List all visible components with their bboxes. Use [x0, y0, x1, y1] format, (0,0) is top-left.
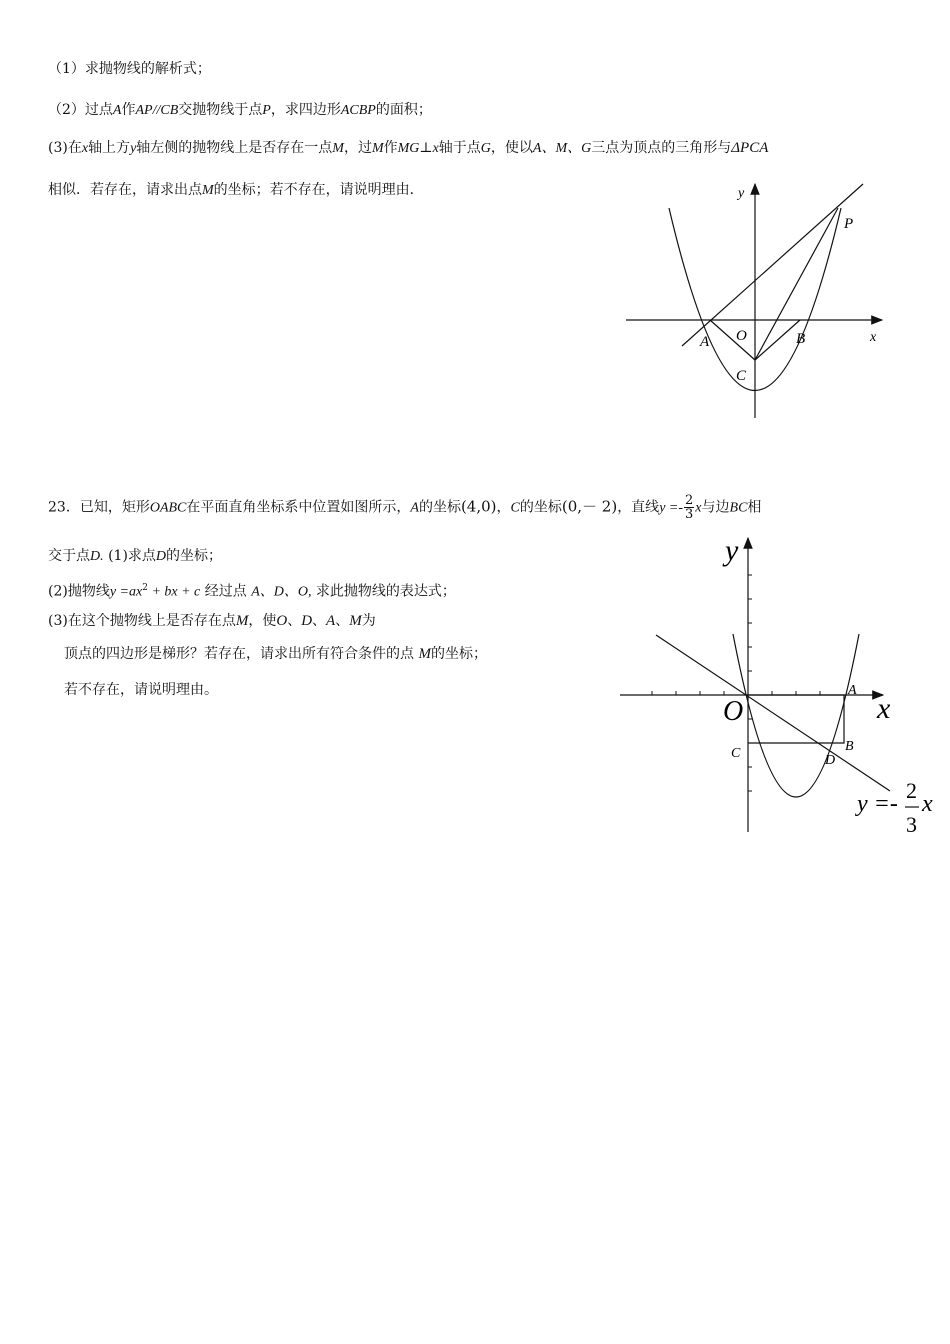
- label-B: B: [845, 739, 854, 754]
- math-P: P: [262, 103, 271, 118]
- frac-num: 2: [685, 493, 694, 508]
- p22-figure: [620, 178, 890, 423]
- label-x: x: [870, 330, 877, 345]
- math-D: D: [301, 613, 313, 629]
- label-A: A: [700, 334, 710, 350]
- text: 若不存在，请说明理由。: [64, 682, 218, 698]
- math-M: M: [371, 141, 384, 156]
- label-A: A: [848, 683, 857, 698]
- coord-C: (0,－ 2): [561, 497, 618, 516]
- p23-line-6: [64, 680, 218, 700]
- text: (2)抛物线: [48, 583, 110, 600]
- p23-line-3: [48, 578, 456, 603]
- label-C: C: [736, 368, 747, 384]
- p22-question-1: [48, 59, 211, 79]
- text: （2）过点: [48, 102, 113, 118]
- math-CB: CB: [160, 103, 179, 118]
- math-y: y: [130, 141, 137, 156]
- label-O: O: [736, 328, 747, 344]
- p23-line-2: [48, 546, 222, 567]
- p23-figure: [615, 530, 940, 840]
- text: ，使以: [490, 140, 533, 156]
- label-D: D: [825, 753, 836, 768]
- eq-label-den: 3: [906, 812, 917, 837]
- math-O: O: [276, 613, 288, 629]
- math-x: x: [695, 500, 702, 516]
- text: ，: [496, 499, 511, 516]
- text: 的坐标；: [166, 548, 223, 564]
- text: 顶点的四边形是梯形？若存在，请求出所有符合条件的点: [64, 646, 414, 662]
- math-AMG: A、M、G: [532, 141, 592, 156]
- math-points: A、D、O,: [251, 584, 312, 600]
- text: (3)在: [48, 140, 82, 156]
- text: 交于点: [48, 548, 90, 564]
- text: ，过: [343, 140, 372, 156]
- math-C: C: [510, 500, 520, 516]
- text: 在平面直角坐标系中位置如图所示，: [186, 499, 411, 516]
- text: 的坐标: [418, 499, 461, 516]
- frac-den: 3: [685, 507, 694, 522]
- text: 三点为顶点的三角形与: [591, 140, 732, 156]
- eq-label-lhs: y =-: [857, 791, 898, 817]
- text: 作: [121, 102, 136, 118]
- text: ，直线: [617, 499, 660, 516]
- text: (3)在这个抛物线上是否存在点: [48, 613, 236, 629]
- text: 交抛物线于点: [178, 102, 263, 118]
- parabola-curve: [733, 634, 859, 797]
- math-A: A: [326, 613, 336, 629]
- text: 为: [361, 613, 376, 629]
- text: 相似．若存在，请求出点: [48, 182, 202, 198]
- text: 的坐标；若不存在，请说明理由．: [213, 182, 424, 198]
- math-D: D: [155, 549, 167, 564]
- eq-label-num: 2: [906, 778, 917, 803]
- fraction-two-thirds: [684, 494, 694, 521]
- text: 轴上方: [88, 140, 131, 156]
- math-M: M: [332, 141, 344, 156]
- text: 轴左侧的抛物线上是否存在一点: [136, 140, 333, 156]
- label-y: y: [725, 534, 739, 567]
- math-BC: BC: [729, 500, 748, 516]
- p22-question-2: [48, 100, 432, 121]
- math-ACBP: ACBP: [340, 103, 376, 118]
- text: 23．已知，矩形: [48, 499, 150, 516]
- eq-label-x: x: [922, 791, 933, 817]
- label-P: P: [844, 216, 854, 232]
- text: (1)求点: [108, 548, 156, 564]
- eq-ax: y =ax: [109, 584, 143, 600]
- coord-A: (4,0): [460, 497, 497, 516]
- text: 相: [747, 499, 762, 516]
- text: 、: [312, 613, 327, 629]
- text: 与边: [701, 499, 730, 516]
- text: 的面积；: [375, 102, 432, 118]
- math-D: D.: [90, 549, 104, 564]
- math-triangle-PCA: ΔPCA: [731, 140, 769, 156]
- label-C: C: [731, 746, 741, 761]
- label-B: B: [796, 331, 806, 347]
- p23-line-1: [48, 494, 761, 521]
- math-A: A: [410, 500, 419, 516]
- text: 的坐标；: [430, 646, 487, 662]
- text: 经过点: [204, 583, 247, 600]
- math-MG: MG: [397, 141, 420, 156]
- text: ，使: [248, 613, 277, 629]
- text: ，求四边形: [270, 102, 341, 118]
- math-OABC: OABC: [149, 500, 187, 516]
- p22-question-3: [48, 138, 768, 159]
- eq-lhs: y =-: [659, 500, 684, 516]
- math-M: M: [418, 646, 431, 662]
- label-O: O: [723, 696, 744, 727]
- math-x: x: [81, 141, 89, 156]
- text: 、: [335, 613, 350, 629]
- label-x: x: [877, 692, 891, 725]
- text: 作: [383, 140, 398, 156]
- math-G: G: [480, 141, 491, 156]
- line-y-neg-two-thirds-x: [656, 635, 890, 791]
- math-M: M: [202, 183, 214, 198]
- text: 、: [287, 613, 302, 629]
- math-M: M: [349, 613, 362, 629]
- math-A: A: [112, 103, 122, 118]
- eq-bx-c: + bx + c: [147, 584, 201, 600]
- label-y: y: [738, 186, 745, 201]
- text: 的坐标: [519, 499, 562, 516]
- math-x: x: [432, 141, 439, 156]
- p22-question-3-line2: [48, 180, 424, 201]
- rectangle-OABC: [748, 695, 844, 743]
- text: 轴于点: [438, 140, 481, 156]
- superscript-2: 2: [142, 583, 148, 593]
- p22-q1-text: （1）求抛物线的解析式；: [48, 61, 211, 77]
- math-AP-parallel: AP//: [135, 103, 161, 118]
- text: 求此抛物线的表达式；: [315, 583, 456, 600]
- p23-line-5: [64, 644, 487, 664]
- line-AP: [682, 184, 863, 346]
- math-M: M: [235, 613, 249, 629]
- perp-symbol: ⊥: [419, 140, 433, 156]
- p23-line-4: [48, 611, 376, 631]
